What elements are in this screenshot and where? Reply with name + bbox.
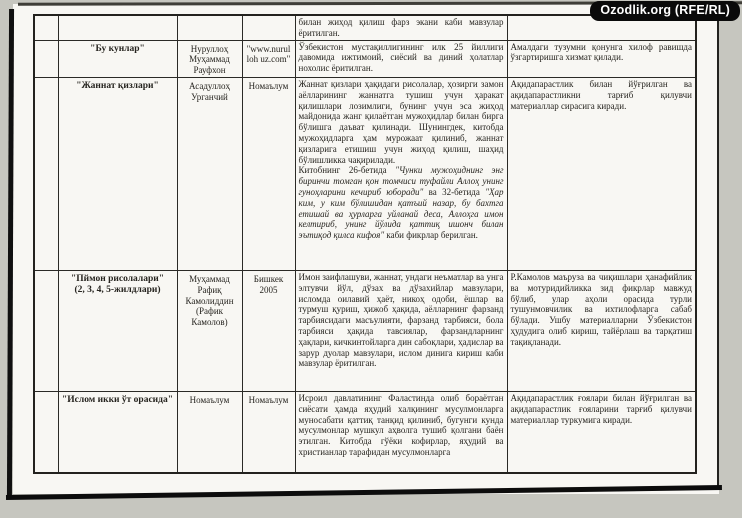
title-cell: "Бу кунлар"	[58, 40, 177, 77]
assessment-cell	[507, 77, 696, 270]
author-cell: Муҳаммад Рафиқ Камолиддин (Рафик Камолов)	[177, 270, 242, 391]
book-quote-p26: "Чунки мужоҳиднинг энг биринчи томган қон томчиси туфайли Аллоҳ унинг гуноҳларини кечириб юборади"	[298, 165, 504, 197]
source-cell: Бишкек 2005	[242, 270, 295, 391]
assessment-text: Ақидапарастлик билан йўғрилган ва ақидапарастликни тарғиб қилувчи материаллар сирасига киради.	[510, 78, 692, 111]
quote-tail: каби фикрлар берилган.	[384, 230, 478, 241]
ozodlik-watermark: Ozodlik.org (RFE/RL)	[590, 1, 740, 21]
author-cell: Асадуллоҳ Урганчий	[177, 77, 242, 270]
assessment-text: Р.Камолов маъруза ва чиқишлари ҳанафийлик ва мотуридийликка зид фикрлар мавжуд бўлиб, улар аҳоли орасида турли тушунмовчилик ва ихтилофларга сабаб бўлади. Ушбу материалларни Ўзбекистон ҳудудига олиб кириш, тайёрлаш ва тарқатиш тақиқланади.	[510, 271, 692, 347]
description-text: Имон заифлашуви, жаннат, ундаги неъматлар ва унга элтувчи йўл, дўзах ва дўзахийлар мавзулари, исломда оилавий ҳаёт, никоҳ одоби, ёшлар ва турмуш қуриш, ҳижоб ҳақида, аёлларнинг фарзанд тарбиясидаги масъулияти, фарзанд тарбияси, бола тарбияси ҳақида тавсиялар, фарзандларнинг ҳақлари, кичкинтойларга дин сабоқлари, ҳадислар ва зарур дуолар мавзулари, ислом динига кириш каби мавзулар ёритилган.	[298, 271, 504, 369]
title-text: "Пймон рисолалари"	[71, 273, 164, 284]
source-cell	[242, 15, 295, 40]
row-number-cell	[34, 391, 58, 473]
title-cell: "Ислом икки ўт орасида"	[58, 391, 177, 473]
book-quote-p32: "Ҳар ким, у ким бўлишидан қатъий назар, бу бахтга етишай ва ҳурларга уйланай деса, Аллоҳга имон келтириб, унинг йўлида қаттиқ ишонч билан эътиқод қилса кифоя"	[298, 186, 504, 241]
assessment-text: Амалдаги тузумни қонунга хилоф равишда ўзгартиришга хизмат қилади.	[510, 41, 692, 63]
row-number-cell	[34, 270, 58, 391]
table-row	[34, 40, 696, 77]
author-cell: Нуруллоҳ Муҳаммад Рауфхон	[177, 40, 242, 77]
source-cell: "www.nurulloh uz.com"	[242, 40, 295, 77]
author-cell	[177, 15, 242, 40]
assessment-text: Ақидапарастлик ғоялари билан йўғрилган ва ақидапарастлик ғояларини тарғиб қилувчи материаллар туркумига киради.	[510, 392, 692, 425]
quote-lead: Китобнинг 26-бетида	[298, 165, 396, 176]
title-cell	[58, 270, 177, 391]
source-cell: Номаълум	[242, 391, 295, 473]
description-cell	[295, 391, 507, 473]
row-number-cell	[34, 15, 58, 40]
banned-materials-table	[33, 14, 697, 474]
assessment-cell	[507, 270, 696, 391]
row-number-cell	[34, 77, 58, 270]
description-text: Жаннат қизлари ҳақидаги рисолалар, ҳозирги замон аёлларининг жаннатга тушиш учун ҳаракат қилишлари лозимлиги, бунинг учун эса жиҳод майдонида жанг қилаётган мужоҳидлар билан бирга бўлишга даъват қилинади. Шунингдек, китобда мужоҳидларга ҳам мурожаат қилиниб, жаннат қизларига етишиш учун жиҳод қилиш, шаҳид бўлишликка чақирилади.	[298, 78, 504, 165]
description-quotes	[299, 165, 504, 241]
author-cell: Номаълум	[177, 391, 242, 473]
row-number-cell	[34, 40, 58, 77]
title-volumes: (2, 3, 4, 5-жилдлари)	[74, 284, 161, 295]
description-text: Ўзбекистон мустақиллигининг илк 25 йиллиги давомида ижтимоий, сиёсий ва диний ҳолатлар нохолис ёритилган.	[298, 41, 504, 74]
table-row	[34, 77, 696, 270]
table-row	[34, 270, 696, 391]
scan-edge-right	[717, 6, 719, 488]
quote-mid: ва 32-бетида	[423, 186, 486, 197]
description-cell	[295, 15, 507, 40]
description-cell	[295, 270, 507, 391]
title-cell: "Жаннат қизлари"	[58, 77, 177, 270]
description-cell	[295, 40, 507, 77]
description-text: билан жиҳод қилиш фарз экани каби мавзулар ёритилган.	[298, 17, 504, 38]
assessment-cell	[507, 40, 696, 77]
source-cell: Номаълум	[242, 77, 295, 270]
title-cell	[58, 15, 177, 40]
description-text: Исроил давлатининг Фаластинда олиб бораётган сиёсати ҳамда яҳудий халқининг мусулмонларга муносабати қаттиқ танқид қилиниб, бугунги кунда мусулмонлар мушкул аҳволга тушиб қолгани баён этилган. Китобда гўёки кофирлар, яҳудий ва христианлар тарафидан мусулмонларга	[298, 392, 504, 457]
table-row	[34, 391, 696, 473]
assessment-cell	[507, 391, 696, 473]
description-cell	[295, 77, 507, 270]
